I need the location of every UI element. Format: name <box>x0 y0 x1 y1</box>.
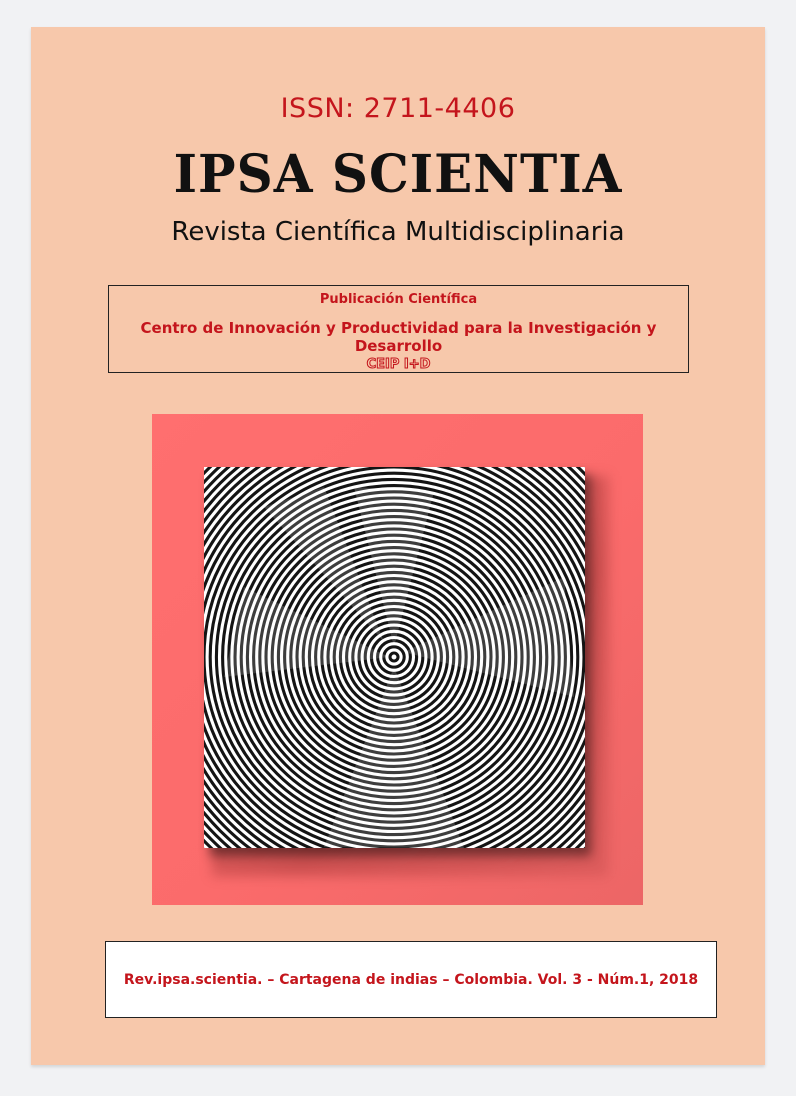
publication-label: Publicación Científica <box>319 292 478 307</box>
artwork-frame <box>152 414 643 905</box>
journal-title: IPSA SCIENTIA <box>173 142 623 205</box>
issn-label: ISSN: 2711-4406 <box>280 93 516 124</box>
concentric-circles-artwork <box>204 467 585 848</box>
center-name: Centro de Innovación y Productividad para la Investigación y Desarrollo <box>140 319 657 355</box>
cover-page <box>31 27 765 1065</box>
citation-box <box>105 941 717 1018</box>
journal-subtitle: Revista Científica Multidisciplinaria <box>171 217 625 247</box>
publisher-box <box>108 285 689 373</box>
center-acronym: CEIP I+D <box>366 357 431 372</box>
citation-text: Rev.ipsa.scientia. – Cartagena de indias – Colombia. Vol. 3 - Núm.1, 2018 <box>123 971 699 988</box>
